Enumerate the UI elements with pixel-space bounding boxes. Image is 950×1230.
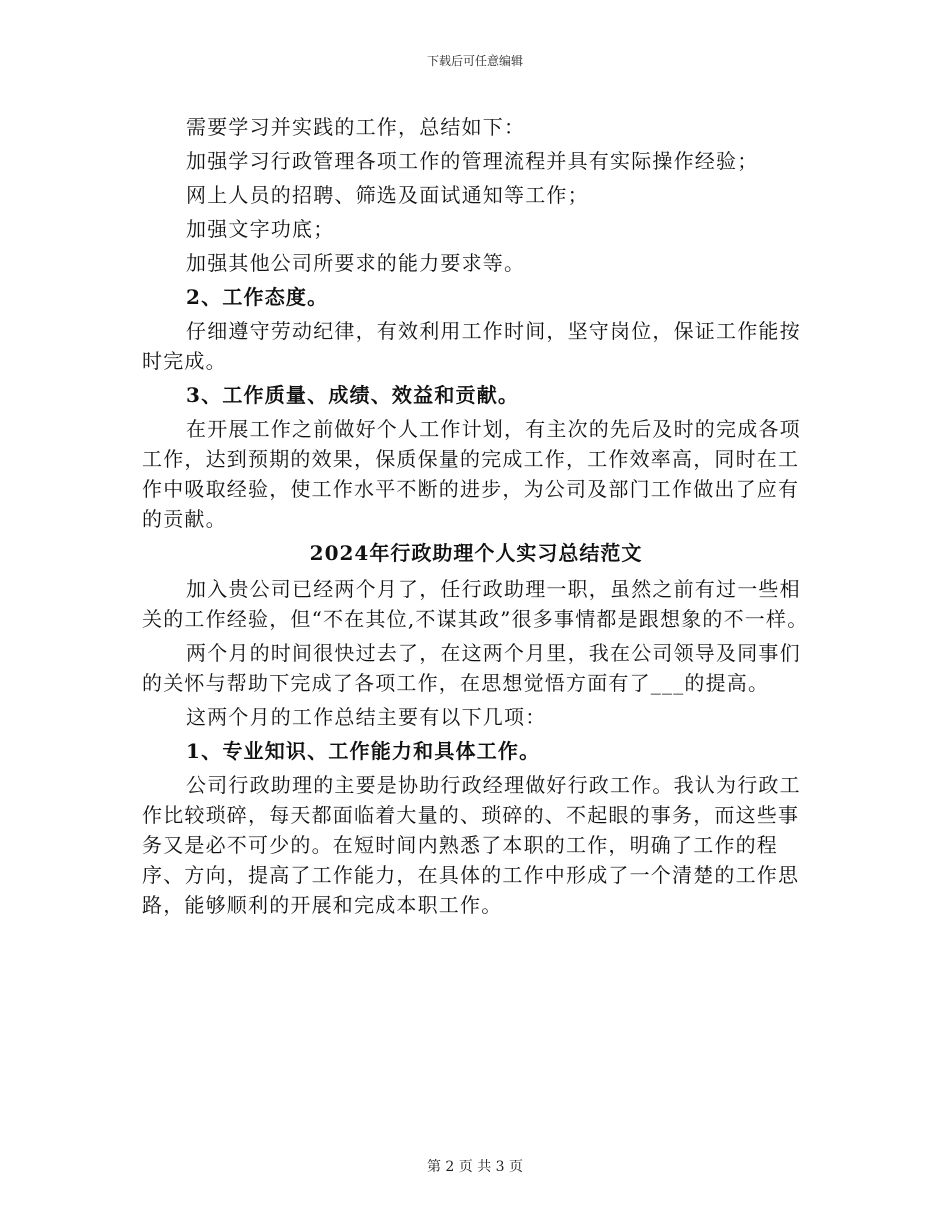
paragraph: 加强学习行政管理各项工作的管理流程并具有实际操作经验；	[186, 149, 759, 173]
paragraph: 仔细遵守劳动纪律，有效利用工作时间，坚守岗位，保证工作能按时完成。	[142, 319, 801, 373]
document-body	[142, 112, 810, 924]
paragraph: 需要学习并实践的工作，总结如下：	[186, 115, 526, 139]
page-footer: 第 2 页 共 3 页	[426, 1159, 524, 1175]
section-heading: 1、专业知识、工作能力和具体工作。	[186, 739, 541, 763]
paragraph: 加入贵公司已经两个月了，任行政助理一职，虽然之前有过一些相关的工作经验，但“不在其位,不谋其政”很多事情都是跟想象的不一样。	[142, 577, 809, 631]
section-heading: 3、工作质量、成绩、效益和贡献。	[186, 383, 520, 407]
paragraph: 加强其他公司所要求的能力要求等。	[186, 251, 526, 275]
paragraph: 两个月的时间很快过去了，在这两个月里，我在公司领导及同事们的关怀与帮助下完成了各项工作，在思想觉悟方面有了___的提高。	[142, 641, 801, 695]
section-heading: 2、工作态度。	[186, 285, 329, 309]
paragraph: 这两个月的工作总结主要有以下几项：	[186, 705, 547, 729]
document-title: 2024年行政助理个人实习总结范文	[309, 541, 643, 565]
page-header: 下载后可任意编辑	[426, 54, 523, 68]
paragraph: 公司行政助理的主要是协助行政经理做好行政工作。我认为行政工作比较琐碎，每天都面临着大量的、琐碎的、不起眼的事务，而这些事务又是必不可少的。在短时间内熟悉了本职的工作，明确了工作的程序、方向，提高了工作能力，在具体的工作中形成了一个清楚的工作思路，能够顺利的开展和完成本职工作。	[142, 773, 801, 917]
paragraph: 网上人员的招聘、筛选及面试通知等工作；	[186, 183, 589, 207]
paragraph: 加强文字功底；	[186, 217, 335, 241]
paragraph: 在开展工作之前做好个人工作计划，有主次的先后及时的完成各项工作，达到预期的效果，保质保量的完成工作，工作效率高，同时在工作中吸取经验，使工作水平不断的进步，为公司及部门工作做出了应有的贡献。	[142, 417, 801, 531]
